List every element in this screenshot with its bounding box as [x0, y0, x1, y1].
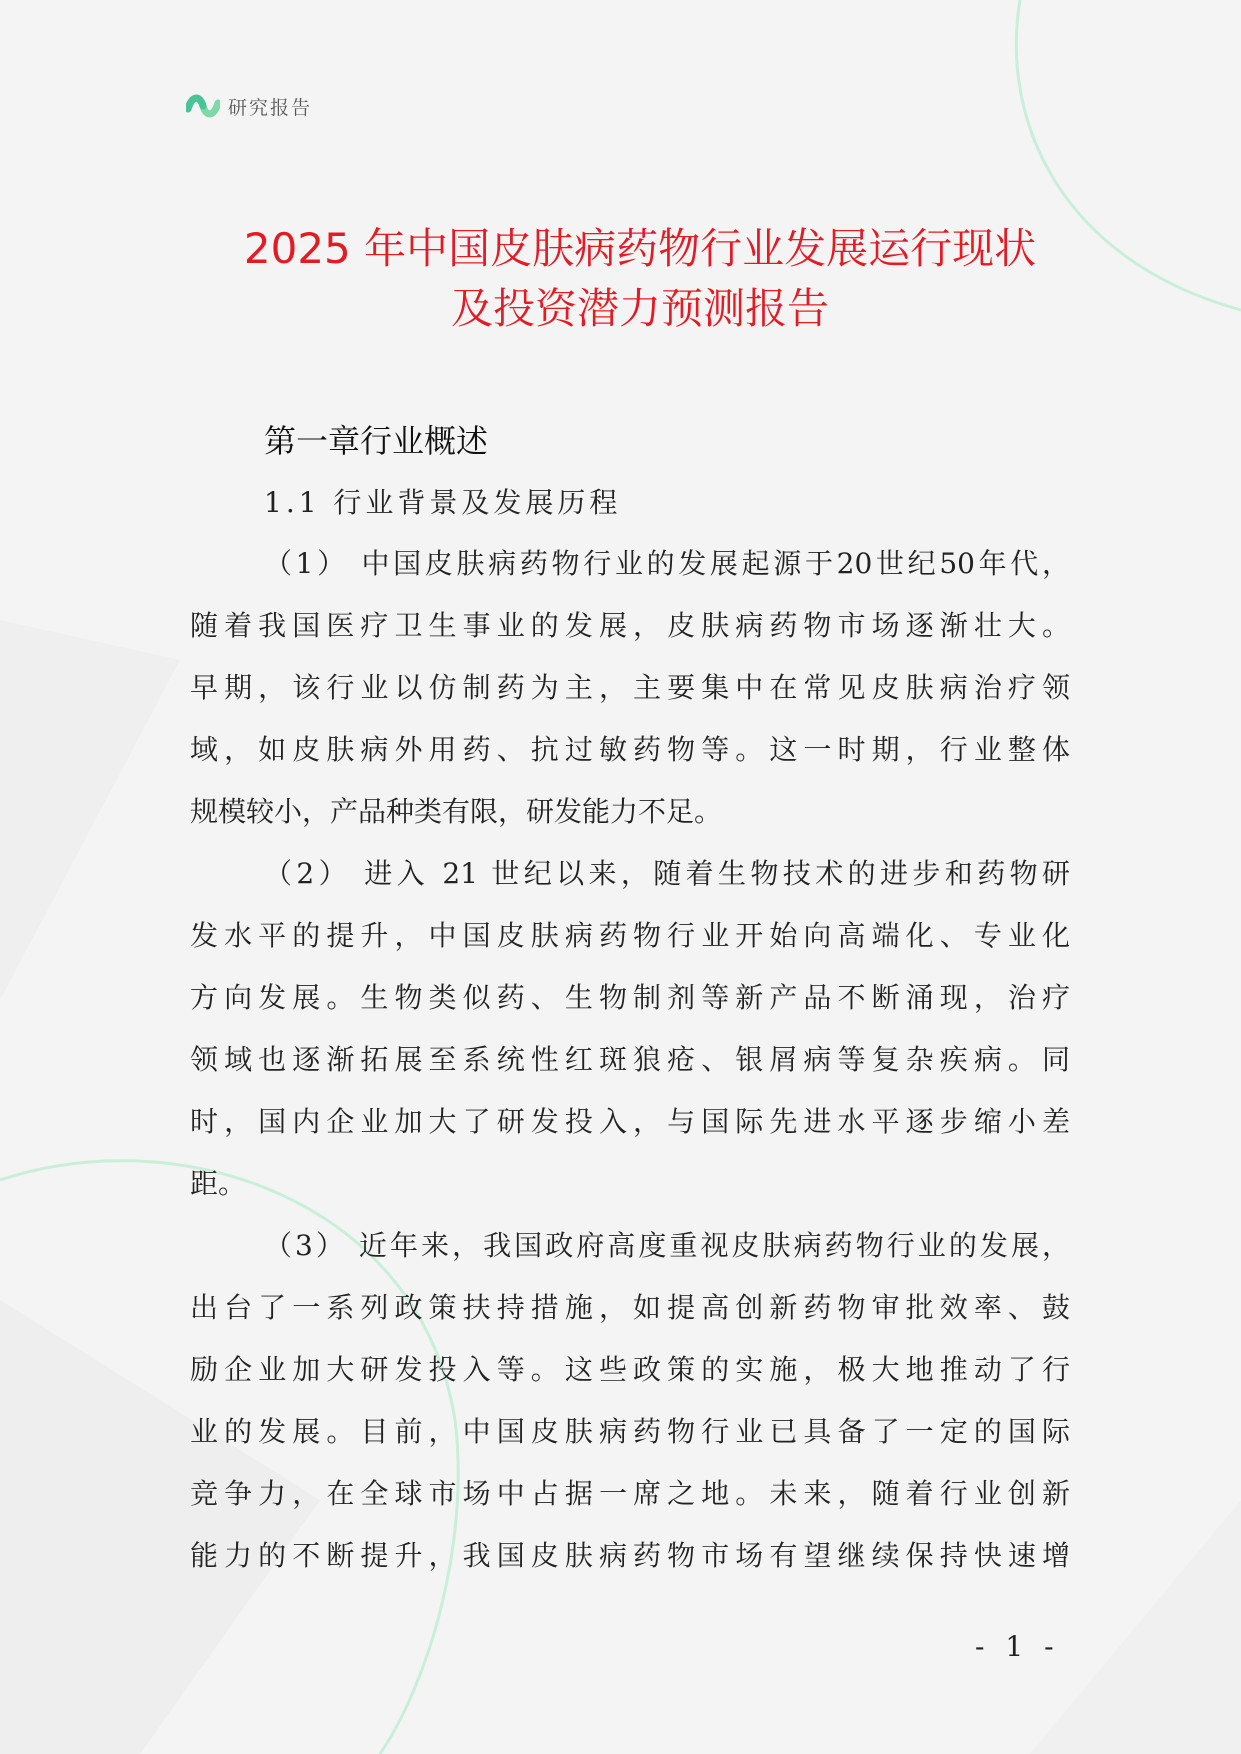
paragraph-line: 早期，该行业以仿制药为主，主要集中在常见皮肤病治疗领: [190, 671, 1070, 704]
paragraph-line: 规模较小，产品种类有限，研发能力不足。: [190, 795, 723, 828]
paragraph-line: （1） 中国皮肤病药物行业的发展起源于20世纪50年代，: [264, 547, 1070, 580]
paragraph-line: 方向发展。生物类似药、生物制剂等新产品不断涌现，治疗: [190, 981, 1070, 1014]
paragraph-line: 竞争力，在全球市场中占据一席之地。未来，随着行业创新: [190, 1477, 1070, 1510]
paragraph-line: 业的发展。目前，中国皮肤病药物行业已具备了一定的国际: [190, 1415, 1070, 1448]
section-heading: 1.1 行业背景及发展历程: [264, 486, 622, 519]
paragraph-line: 出台了一系列政策扶持措施，如提高创新药物审批效率、鼓: [190, 1291, 1070, 1324]
paragraph-line: 随着我国医疗卫生事业的发展，皮肤病药物市场逐渐壮大。: [190, 609, 1070, 642]
paragraph-line: 域，如皮肤病外用药、抗过敏药物等。这一时期，行业整体: [190, 733, 1070, 766]
header-label: 研究报告: [228, 96, 313, 119]
report-header: [186, 88, 312, 124]
paragraph-line: （2） 进入 21 世纪以来，随着生物技术的进步和药物研: [264, 857, 1070, 890]
paragraph-line: 励企业加大研发投入等。这些政策的实施，极大地推动了行: [190, 1353, 1070, 1386]
paragraph-line: 能力的不断提升，我国皮肤病药物市场有望继续保持快速增: [190, 1539, 1070, 1572]
page-number: - 1 -: [975, 1630, 1060, 1663]
paragraph-line: 时，国内企业加大了研发投入，与国际先进水平逐步缩小差: [190, 1105, 1070, 1138]
paragraph-line: （3） 近年来，我国政府高度重视皮肤病药物行业的发展，: [264, 1229, 1070, 1262]
chapter-heading: 第一章行业概述: [264, 422, 489, 460]
wave-logo-icon: [186, 89, 220, 123]
report-title-line-1: 2025 年中国皮肤病药物行业发展运行现状: [243, 224, 1037, 273]
paragraph-line: 发水平的提升，中国皮肤病药物行业开始向高端化、专业化: [190, 919, 1070, 952]
report-title-line-2: 及投资潜力预测报告: [450, 284, 829, 333]
paragraph-line: 领域也逐渐拓展至系统性红斑狼疮、银屑病等复杂疾病。同: [190, 1043, 1070, 1076]
paragraph-line: 距。: [190, 1167, 247, 1200]
